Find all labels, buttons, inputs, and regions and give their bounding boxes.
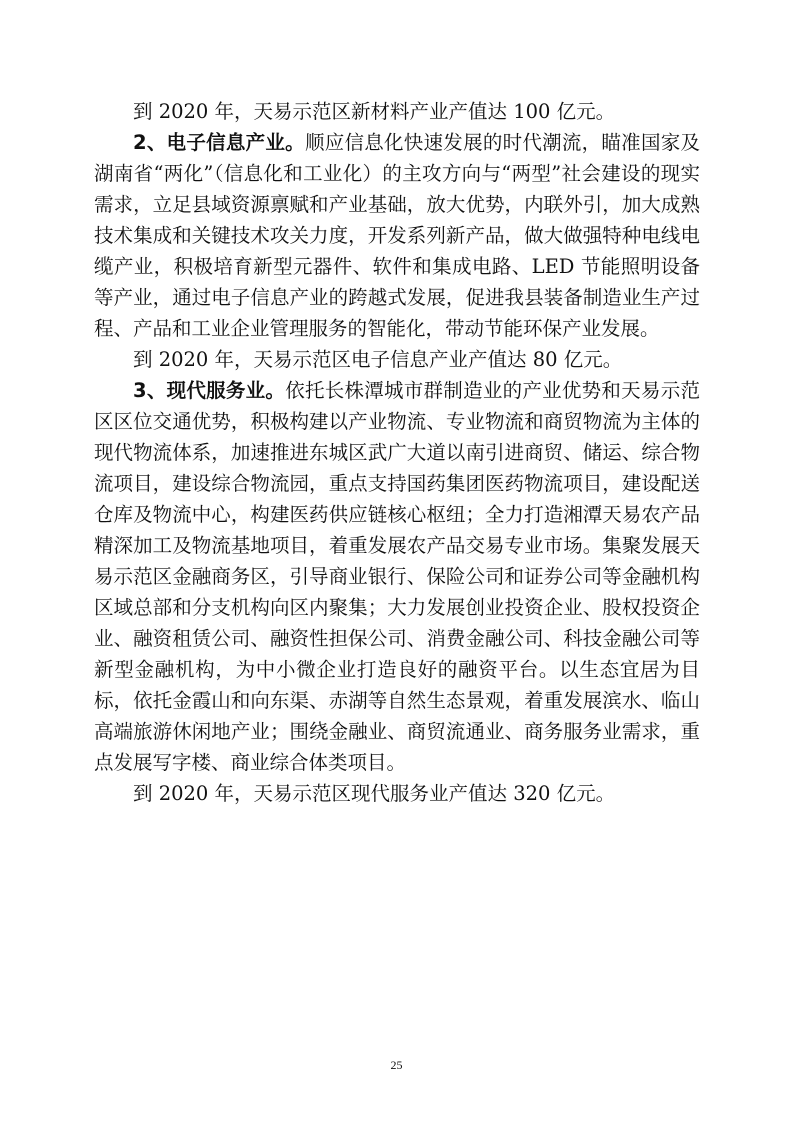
paragraph-text: 依托长株潭城市群制造业的产业优势和天易示范区区位交通优势，积极构建以产业物流、专业物流和商贸物流为主体的现代物流体系，加速推进东城区武广大道以南引进商贸、储运、综合物流项目，建设综合物流园，重点支持国药集团医药物流项目，建设配送仓库及物流中心，构建医药供应链核心枢纽；全力打造湘潭天易农产品精深加工及物流基地项目，着重发展农产品交易专业市场。集聚发展天易示范区金融商务区，引导商业银行、保险公司和证券公司等金融机构区域总部和分支机构向区内聚集；大力发展创业投资企业、股权投资企业、融资租赁公司、融资性担保公司、消费金融公司、科技金融公司等新型金融机构，为中小微企业打造良好的融资平台。以生态宜居为目标，依托金霞山和向东渠、赤湖等自然生态景观，着重发展滨水、临山高端旅游休闲地产业；围绕金融业、商贸流通业、商务服务业需求，重点发展写字楼、商业综合体类项目。 <box>94 379 700 774</box>
paragraph-text: 到 2020 年，天易示范区新材料产业产值达 100 亿元。 <box>133 100 616 123</box>
paragraph-new-materials-target <box>94 96 700 127</box>
paragraph-text: 顺应信息化快速发展的时代潮流，瞄准国家及湖南省“两化”（信息化和工业化）的主攻方向与“两型”社会建设的现实需求，立足县域资源禀赋和产业基础，放大优势，内联外引，加大成熟技术集成和关键技术攻关力度，开发系列新产品，做大做强特种电线电缆产业，积极培育新型元器件、软件和集成电路、LED 节能照明设备等产业，通过电子信息产业的跨越式发展，促进我县装备制造业生产过程、产品和工业企业管理服务的智能化，带动节能环保产业发展。 <box>94 131 700 340</box>
document-body <box>94 96 700 809</box>
section-heading: 3、现代服务业。 <box>133 379 286 402</box>
paragraph-electronic-information-target <box>94 344 700 375</box>
section-heading: 2、电子信息产业。 <box>133 131 305 154</box>
paragraph-modern-services <box>94 375 700 778</box>
paragraph-text: 到 2020 年，天易示范区电子信息产业产值达 80 亿元。 <box>133 348 623 371</box>
paragraph-electronic-information <box>94 127 700 344</box>
paragraph-text: 到 2020 年，天易示范区现代服务业产值达 320 亿元。 <box>133 782 616 805</box>
paragraph-modern-services-target <box>94 778 700 809</box>
page-number: 25 <box>390 1058 403 1072</box>
